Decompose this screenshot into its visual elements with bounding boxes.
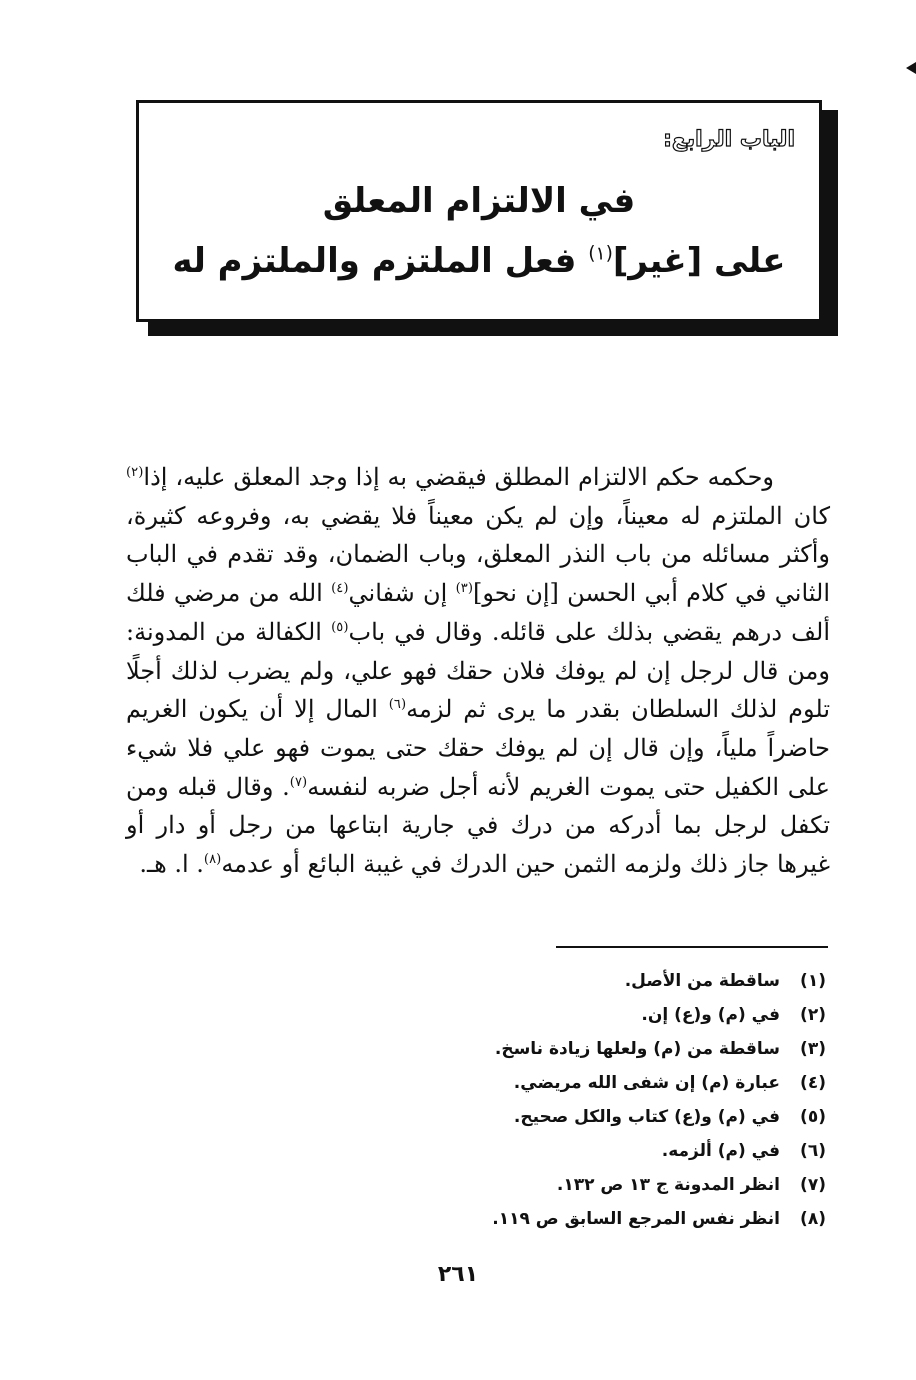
footnote-ref-8: (٨) bbox=[203, 852, 222, 868]
footnote-item bbox=[226, 1100, 826, 1134]
footnote-text: انظر المدونة ج ١٣ ص ١٣٢. bbox=[556, 1175, 780, 1195]
footnote-text: في (م) و(ع) إن. bbox=[641, 1005, 780, 1025]
footnote-number: (٦) bbox=[800, 1141, 826, 1161]
footnote-item bbox=[226, 1066, 826, 1100]
footnote-item bbox=[226, 964, 826, 998]
title-line-2-end: فعل الملتزم والملتزم له bbox=[172, 241, 589, 281]
footnote-number: (٣) bbox=[800, 1039, 826, 1059]
text-segment: . ا. هـ. bbox=[139, 850, 204, 879]
text-segment: . وقال قبله ومن تكفل لرجل بما أدركه من درك في جارية ابتاعها من رجل أو دار أو غيرها جاز ذلك ولزمه الثمن حين الدرك في غيبة البائع أو عدمه bbox=[126, 772, 830, 879]
footnote-text: في (م) و(ع) كتاب والكل صحيح. bbox=[513, 1107, 780, 1127]
page-number: ٢٦١ bbox=[437, 1262, 479, 1287]
footnote-text: ساقطة من الأصل. bbox=[624, 971, 780, 991]
text-segment: كان الملتزم له معيناً، وإن لم يكن معيناً فلا يقضي به، وفروعه كثيرة، وأكثر مسائله من باب النذر المعلق، وباب الضمان، وقد تقدم في الباب الثاني في كلام أبي الحسن [إن نحو] bbox=[126, 501, 831, 608]
chapter-title-line-1: في الالتزام المعلق bbox=[322, 181, 636, 221]
footnote-ref-7: (٧) bbox=[289, 774, 308, 790]
footnote-number: (٧) bbox=[800, 1175, 826, 1195]
footnote-item bbox=[226, 998, 826, 1032]
footnote-ref-4: (٤) bbox=[331, 581, 349, 597]
text-segment: المال إلا أن يكون الغريم حاضراً ملياً، وإن قال إن لم يوفك حقك حتى يموت فهو علي فلا شيء على الكفيل حتى يموت الغريم لأنه أجل ضربه لنفسه bbox=[126, 695, 831, 801]
chapter-header-box bbox=[136, 100, 822, 322]
footnote-number: (٥) bbox=[800, 1107, 826, 1127]
footnote-number: (٢) bbox=[800, 1005, 826, 1025]
footnote-item bbox=[226, 1032, 826, 1066]
footnote-item bbox=[226, 1134, 826, 1168]
footnote-text: في (م) ألزمه. bbox=[661, 1141, 780, 1161]
title-line-2-start: على [غير] bbox=[612, 241, 786, 281]
chapter-title-line-2 bbox=[139, 241, 819, 282]
footnotes-list bbox=[226, 964, 826, 1236]
footnote-item bbox=[226, 1202, 826, 1236]
footnote-text: انظر نفس المرجع السابق ص ١١٩. bbox=[492, 1209, 780, 1229]
page-edge-mark bbox=[906, 62, 916, 74]
footnote-item bbox=[226, 1168, 826, 1202]
footnote-text: ساقطة من (م) ولعلها زيادة ناسخ. bbox=[494, 1039, 780, 1059]
footnote-ref-3: (٣) bbox=[455, 581, 474, 597]
footnote-number: (١) bbox=[800, 971, 826, 991]
footnote-number: (٨) bbox=[800, 1209, 826, 1229]
chapter-label: الباب الرابع: bbox=[663, 127, 795, 152]
footnote-ref-2: (٢) bbox=[126, 465, 144, 480]
text-segment: الكفالة من المدونة: ومن قال لرجل إن لم يوفك فلان حقك فهو علي، ولم يضرب لذلك أجلًا تلوم لذلك السلطان بقدر ما يرى ثم لزمه bbox=[126, 617, 831, 724]
footnote-ref-6: (٦) bbox=[388, 697, 407, 713]
text-segment: الله من مرضي فلك ألف درهم يقضي بذلك على قائله. وقال في باب bbox=[126, 579, 831, 646]
footnote-divider bbox=[556, 946, 828, 948]
text-segment: إن شفاني bbox=[348, 579, 456, 608]
footnote-ref-5: (٥) bbox=[331, 619, 349, 635]
main-paragraph bbox=[126, 458, 830, 884]
footnote-number: (٤) bbox=[800, 1073, 826, 1093]
text-segment: وحكمه حكم الالتزام المطلق فيقضي به إذا وجد المعلق عليه، إذا bbox=[143, 463, 774, 491]
footnote-ref-1: (١) bbox=[588, 243, 613, 265]
footnote-text: عبارة (م) إن شفى الله مريضي. bbox=[513, 1073, 780, 1093]
